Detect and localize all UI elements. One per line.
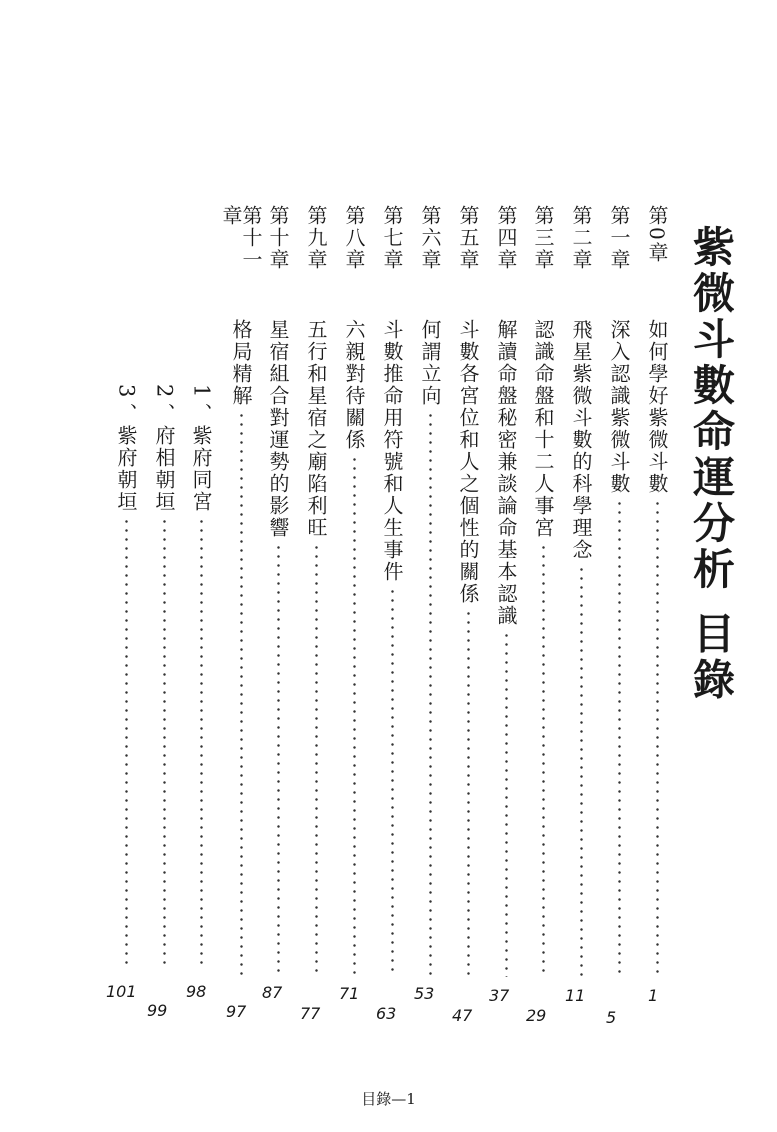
page-number: 5 (606, 1008, 617, 1027)
dot-leader (200, 517, 203, 969)
chapter-title: 五行和星宿之廟陷利旺 (304, 319, 328, 539)
section-number: 1 (189, 384, 214, 400)
chapter-title: 如何學好紫微斗數 (645, 319, 669, 495)
page-number: 99 (147, 1001, 168, 1020)
toc-entry-chapter-7[interactable] (377, 205, 407, 977)
page-number: 11 (565, 986, 586, 1005)
toc-entry-section-3[interactable] (111, 384, 141, 969)
chapter-title: 飛星紫微斗數的科學理念 (569, 319, 593, 561)
page-number: 77 (300, 1004, 321, 1023)
toc-entry-chapter-1[interactable] (604, 205, 634, 977)
chapter-label: 第一章 (607, 205, 631, 271)
dot-leader (467, 609, 470, 977)
page-number: 87 (262, 983, 283, 1002)
chapter-title: 斗數推命用符號和人生事件 (380, 319, 404, 583)
chapter-label: 第0章 (645, 205, 669, 264)
dot-leader (163, 517, 166, 969)
toc-entry-chapter-2[interactable] (566, 205, 596, 977)
toc-entry-chapter-4[interactable] (491, 205, 521, 977)
dot-leader (429, 411, 432, 977)
page-number: 47 (452, 1006, 473, 1025)
section-number: 3 (114, 384, 139, 400)
chapter-title: 認識命盤和十二人事宮 (531, 319, 555, 539)
dot-leader (656, 499, 659, 977)
section-number: 2 (152, 384, 177, 400)
dot-leader (391, 587, 394, 977)
chapter-label: 第四章 (494, 205, 518, 271)
toc-entry-chapter-6[interactable] (415, 205, 445, 977)
chapter-label: 第十一章 (219, 205, 263, 271)
chapter-label: 第二章 (569, 205, 593, 271)
page-number: 37 (489, 986, 510, 1005)
page-number: 97 (226, 1002, 247, 1021)
chapter-label: 第六章 (418, 205, 442, 271)
page-number: 101 (106, 982, 137, 1001)
chapter-label: 第八章 (342, 205, 366, 271)
section-title: 、府相朝垣 (152, 403, 176, 514)
chapter-label: 第九章 (304, 205, 328, 271)
page-footer: 目錄—1 (361, 1090, 416, 1108)
chapter-title: 六親對待關係 (342, 319, 366, 451)
toc-entry-chapter-10[interactable] (263, 205, 293, 977)
chapter-title: 何謂立向 (418, 319, 442, 407)
chapter-title: 斗數各宮位和人之個性的關係 (456, 319, 480, 605)
dot-leader (277, 543, 280, 977)
dot-leader (542, 543, 545, 977)
chapter-title: 格局精解 (229, 319, 253, 407)
page-number: 63 (376, 1004, 397, 1023)
chapter-label: 第五章 (456, 205, 480, 271)
chapter-title: 解讀命盤秘密兼談論命基本認識 (494, 319, 518, 627)
toc-entry-chapter-5[interactable] (453, 205, 483, 977)
section-title: 、紫府朝垣 (114, 403, 138, 514)
toc-entry-chapter-3[interactable] (528, 205, 558, 977)
page-number: 98 (186, 982, 207, 1001)
toc-entry-chapter-8[interactable] (339, 205, 369, 977)
dot-leader (353, 455, 356, 977)
dot-leader (618, 499, 621, 977)
toc-entry-section-1[interactable] (186, 384, 216, 969)
dot-leader (240, 411, 243, 977)
page-number: 71 (339, 984, 360, 1003)
chapter-title: 星宿組合對運勢的影響 (266, 319, 290, 539)
dot-leader (505, 631, 508, 977)
section-title: 、紫府同宮 (189, 403, 213, 514)
toc-entry-chapter-9[interactable] (301, 205, 331, 977)
chapter-label: 第三章 (531, 205, 555, 271)
toc-entry-section-2[interactable] (149, 384, 179, 969)
page-number: 53 (414, 984, 435, 1003)
toc-entry-chapter-11[interactable] (219, 205, 263, 977)
chapter-label: 第七章 (380, 205, 404, 271)
page-number: 1 (648, 986, 659, 1005)
chapter-title: 深入認識紫微斗數 (607, 319, 631, 495)
chapter-label: 第十章 (266, 205, 290, 271)
toc-title: 紫微斗數命運分析 目錄 (687, 225, 736, 704)
toc-entry-chapter-0[interactable] (642, 205, 672, 977)
dot-leader (580, 565, 583, 977)
page-number: 29 (526, 1006, 547, 1025)
dot-leader (125, 517, 128, 969)
dot-leader (315, 543, 318, 977)
